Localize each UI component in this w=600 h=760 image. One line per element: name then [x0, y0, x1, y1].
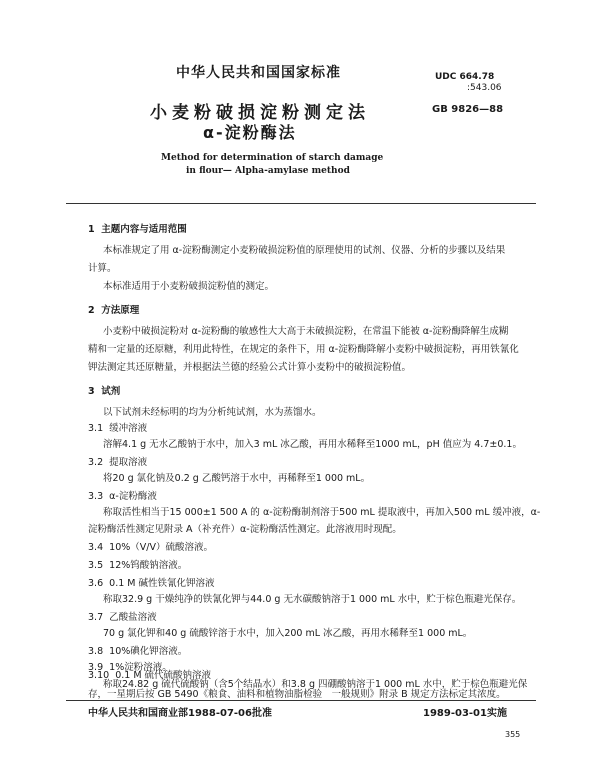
udc-code: UDC 664.78	[435, 72, 495, 82]
reagent-name: 提取溶液	[109, 457, 148, 468]
footer-divider	[66, 700, 536, 701]
reagent-heading	[88, 558, 187, 574]
section-1-heading	[88, 222, 187, 238]
reagent-description: 称取32.9 g 干燥纯净的铁氰化钾与44.0 g 无水碳酸钠溶于1 000 mL 水中，贮于棕色瓶避光保存。	[103, 594, 522, 605]
reagent-number: 3.10	[88, 670, 110, 681]
reagent-name: 1%淀粉溶液。	[109, 662, 172, 673]
section-title: 主题内容与适用范围	[101, 224, 187, 235]
effective-date: 1989-03-01实施	[423, 708, 507, 719]
header-divider	[66, 203, 536, 204]
page-number: 355	[505, 730, 521, 739]
reagent-description: 将20 g 氯化钠及0.2 g 乙酸钙溶于水中，再稀释至1 000 mL。	[103, 473, 371, 484]
reagent-name: 10%碘化钾溶液。	[109, 646, 188, 657]
paragraph-line: 本标准规定了用 α-淀粉酶测定小麦粉破损淀粉值的原理使用的试剂、仪器、分析的步骤以及结果	[103, 245, 506, 256]
reagent-name: 0.1 M 硫代硫酸钠溶液	[115, 670, 212, 681]
english-title-line-2: in flour— Alpha-amylase method	[186, 166, 350, 176]
reagent-number: 3.8	[88, 646, 104, 657]
reagent-description: 称取活性相当于15 000±1 500 A 的 α-淀粉酶制剂溶于500 mL 提取液中，再加入500 mL 缓冲液，α-	[103, 507, 541, 518]
reagent-heading	[88, 421, 147, 437]
reagent-description: 溶解4.1 g 无水乙酸钠于水中，加入3 mL 冰乙酸，再用水稀释至1000 mL，pH 值应为 4.7±0.1。	[103, 439, 522, 450]
reagent-number: 3.7	[88, 612, 104, 623]
reagent-number: 3.3	[88, 491, 104, 502]
gb-number: GB 9826—88	[432, 104, 504, 115]
udc-code-secondary: :543.06	[467, 83, 502, 93]
section-number: 1	[88, 224, 95, 235]
reagent-number: 3.1	[88, 423, 104, 434]
reagent-description: 存，一星期后按 GB 5490《粮食、油料和植物油脂检验 一般规则》附录 B 规定方法标定其浓度。	[88, 689, 506, 700]
section-title: 方法原理	[101, 305, 140, 316]
english-title-line-1: Method for determination of starch damage	[161, 153, 384, 163]
reagent-name: 乙酸盐溶液	[109, 612, 157, 623]
reagent-number: 3.6	[88, 578, 104, 589]
reagent-description: 称取24.82 g 硫代硫酸钠（含5个结晶水）和3.8 g 四硼酸钠溶于1 000 mL 水中，贮于棕色瓶避光保	[103, 679, 528, 690]
section-number: 3	[88, 386, 95, 397]
national-standard-label: 中华人民共和国国家标准	[176, 65, 341, 81]
reagent-heading	[88, 644, 187, 660]
approval-line: 中华人民共和国商业部1988-07-06批准	[88, 708, 272, 719]
paragraph-line: 计算。	[88, 263, 117, 274]
reagent-number: 3.5	[88, 560, 104, 571]
paragraph-line: 本标准适用于小麦粉破损淀粉值的测定。	[103, 281, 275, 292]
reagent-number: 3.2	[88, 457, 104, 468]
reagent-heading	[88, 576, 215, 592]
reagent-number: 3.9	[88, 662, 104, 673]
reagent-heading	[88, 540, 213, 556]
reagent-heading	[88, 455, 147, 471]
section-title: 试剂	[101, 386, 121, 397]
reagent-heading	[88, 610, 157, 626]
section-2-heading	[88, 303, 139, 319]
paragraph-line: 精和一定量的还原糖，利用此特性，在规定的条件下，用 α-淀粉酶降解小麦粉中破损淀粉，再用铁氰化	[88, 344, 519, 355]
reagent-name: 0.1 M 碱性铁氰化钾溶液	[109, 578, 215, 589]
reagent-heading	[88, 489, 157, 505]
paragraph-line: 钾法测定其还原糖量，并根据法兰德的经验公式计算小麦粉中的破损淀粉值。	[88, 362, 412, 373]
reagent-name: 12%钨酸钠溶液。	[109, 560, 188, 571]
section-3-heading	[88, 384, 120, 400]
paragraph-line: 小麦粉中破损淀粉对 α-淀粉酶的敏感性大大高于未破损淀粉，在常温下能被 α-淀粉酶降解生成糊	[103, 326, 509, 337]
reagent-name: 缓冲溶液	[109, 423, 148, 434]
paragraph-line: 以下试剂未经标明的均为分析纯试剂，水为蒸馏水。	[103, 407, 322, 418]
reagent-description: 70 g 氯化钾和40 g 硫酸锌溶于水中，加入200 mL 冰乙酸，再用水稀释至1 000 mL。	[103, 628, 473, 639]
reagent-name: 10%（V/V）硫酸溶液。	[109, 542, 213, 553]
reagent-number: 3.4	[88, 542, 104, 553]
section-number: 2	[88, 305, 95, 316]
document-subtitle: α-淀粉酶法	[203, 123, 297, 142]
reagent-name: α-淀粉酶液	[109, 491, 157, 502]
document-title: 小麦粉破损淀粉测定法	[150, 103, 370, 123]
reagent-description: 淀粉酶活性测定见附录 A（补充件）α-淀粉酶活性测定。此溶液用时现配。	[88, 524, 402, 535]
